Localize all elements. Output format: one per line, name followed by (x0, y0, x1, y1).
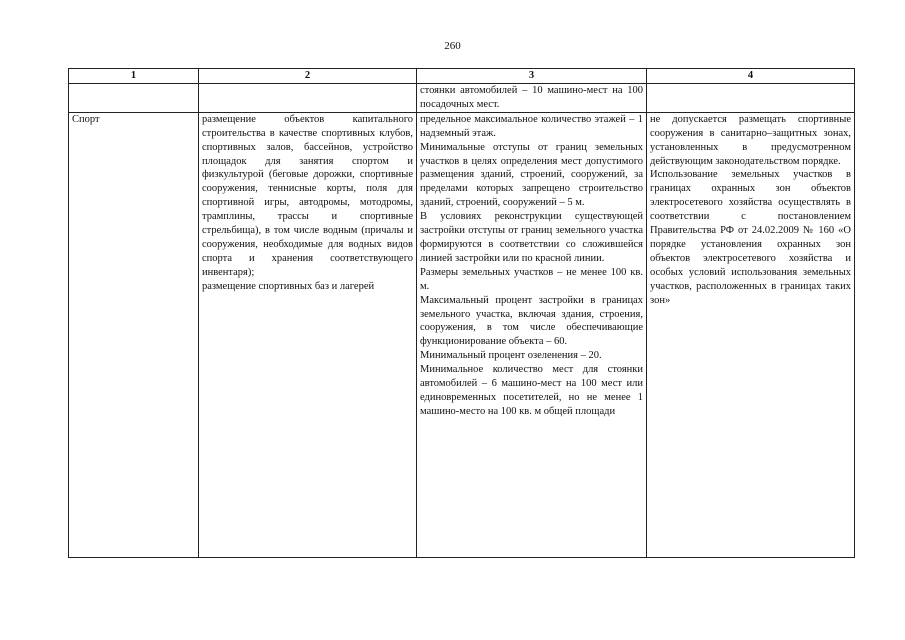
page-number: 260 (444, 40, 461, 52)
header-col-2: 2 (199, 69, 417, 84)
restriction-paragraph: не допускается размещать спортивные сооружения в санитарно–защитных зонах, установленных в предусмотренном действующим законодательством порядке. (650, 113, 851, 167)
use-description-cell (199, 112, 417, 557)
parameter-paragraph: Размеры земельных участков – не менее 100 кв. м. (420, 266, 643, 292)
zoning-table (68, 68, 855, 558)
parameter-paragraph: предельное максимальное количество этажей – 1 надземный этаж. (420, 113, 643, 139)
restriction-paragraph: Использование земельных участков в границах охранных зон объектов электросетевого хозяйства осуществлять в соответствии с постановлением Правительства РФ от 24.02.2009 № 160 «О порядке установления охранных зон объектов электросетевого хозяйства и особых условий использования земельных участков, расположенных в границах таких зон» (650, 169, 851, 306)
restrictions-cell (647, 112, 855, 557)
continuation-cell-1 (69, 84, 199, 113)
header-col-1: 1 (69, 69, 199, 84)
parameter-paragraph: Минимальные отступы от границ земельных участков в целях определения мест допустимого размещения зданий, строений, сооружений, за пределами которых запрещено строительство зданий, строений, сооружений – 5 м. (420, 141, 643, 209)
header-row (69, 69, 855, 84)
continuation-cell-4 (647, 84, 855, 113)
continuation-row (69, 84, 855, 113)
parameter-paragraph: Минимальное количество мест для стоянки автомобилей – 6 машино-мест на 100 мест или единовременных посетителей, но не менее 1 машино-место на 100 кв. м общей площади (420, 364, 643, 417)
parameter-paragraph: Минимальный процент озеленения – 20. (420, 350, 602, 362)
description-paragraph: размещение объектов капитального строительства в качестве спортивных клубов, спортивных залов, бассейнов, устройство площадок для занятия спортом и физкультурой (беговые дорожки, спортивные сооружения, теннисные корты, поля для спортивной игры, автодромы, мотодромы, трамплины, трассы и спортивные стрельбища), в том числе водным (причалы и сооружения, необходимые для водных видов спорта и хранения соответствующего инвентаря); (202, 113, 413, 278)
use-type-name: Спорт (69, 112, 199, 557)
continuation-cell-3: стоянки автомобилей – 10 машино-мест на 100 посадочных мест. (417, 84, 647, 113)
header-col-3: 3 (417, 69, 647, 84)
continuation-cell-2 (199, 84, 417, 113)
parameters-cell (417, 112, 647, 557)
description-paragraph: размещение спортивных баз и лагерей (202, 280, 375, 292)
sport-row (69, 112, 855, 557)
header-col-4: 4 (647, 69, 855, 84)
parameter-paragraph: Максимальный процент застройки в границах земельного участка, включая здания, строения, сооружения, в том числе обеспечивающие функционирование объекта – 60. (420, 294, 643, 348)
parameter-paragraph: В условиях реконструкции существующей застройки отступы от границ земельного участка формируются в соответствии со сложившейся линией застройки или по красной линии. (420, 211, 643, 264)
